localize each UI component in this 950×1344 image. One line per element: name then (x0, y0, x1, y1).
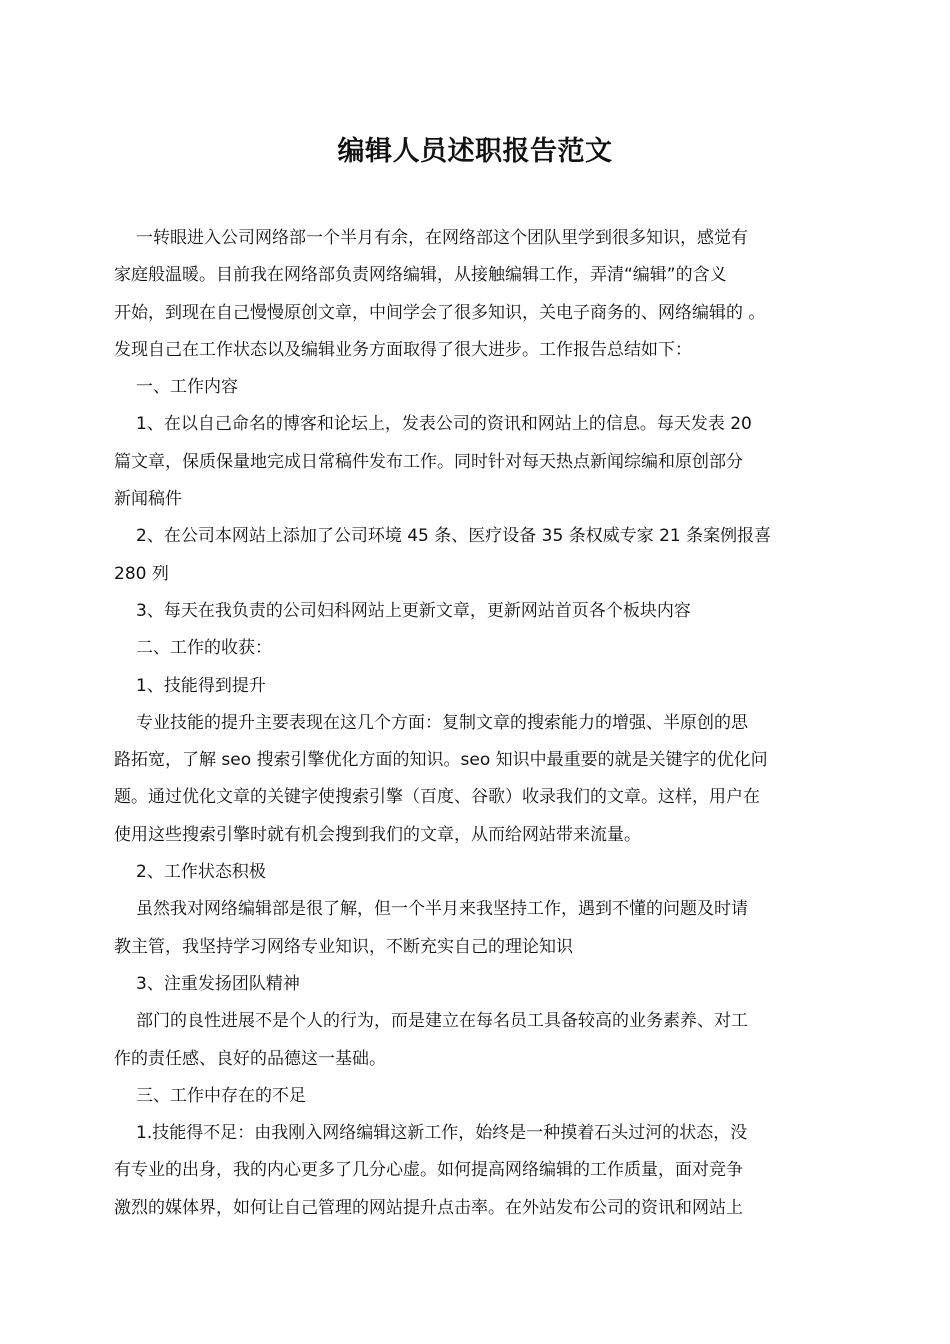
paragraph-line: 篇文章，保质保量地完成日常稿件发布工作。同时针对每天热点新闻综编和原创部分 (114, 451, 743, 472)
paragraph-line: 有专业的出身，我的内心更多了几分心虚。如何提高网络编辑的工作质量，面对竞争 (114, 1160, 743, 1181)
subsection-heading: 2、工作状态积极 (136, 862, 266, 883)
paragraph-line: 激烈的媒体界，如何让自己管理的网站提升点击率。在外站发布公司的资讯和网站上 (114, 1197, 743, 1218)
section-heading: 二、工作的收获： (136, 638, 272, 659)
subsection-heading: 3、注重发扬团队精神 (136, 973, 300, 994)
paragraph-line: 一转眼进入公司网络部一个半月有余，在网络部这个团队里学到很多知识，感觉有 (136, 228, 748, 248)
paragraph-line: 虽然我对网络编辑部是很了解，但一个半月来我坚持工作，遇到不懂的问题及时请 (136, 899, 748, 920)
section-heading: 三、工作中存在的不足 (136, 1085, 306, 1106)
section-heading: 一、工作内容 (136, 377, 238, 398)
paragraph-line: 路拓宽，了解 seo 搜索引擎优化方面的知识。seo 知识中最重要的就是关键字的优化问 (114, 750, 768, 771)
paragraph-line: 作的责任感、良好的品德这一基础。 (114, 1048, 386, 1069)
paragraph-line: 家庭般温暖。目前我在网络部负责网络编辑，从接触编辑工作，弄清“编辑”的含义 (114, 265, 727, 286)
paragraph-line: 2、在公司本网站上添加了公司环境 45 条、医疗设备 35 条权威专家 21 条案例报喜 (136, 526, 772, 547)
paragraph-line: 开始，到现在自己慢慢原创文章，中间学会了很多知识，关电子商务的、网络编辑的 。 (114, 302, 766, 323)
document-body (114, 220, 836, 1227)
paragraph-line: 1、在以自己命名的博客和论坛上，发表公司的资讯和网站上的信息。每天发表 20 (136, 414, 752, 435)
paragraph-line: 发现自己在工作状态以及编辑业务方面取得了很大进步。工作报告总结如下： (114, 339, 692, 360)
paragraph-line: 部门的良性进展不是个人的行为，而是建立在每名员工具备较高的业务素养、对工 (136, 1011, 748, 1032)
paragraph-line: 使用这些搜索引擎时就有机会搜到我们的文章，从而给网站带来流量。 (114, 824, 641, 845)
paragraph-line: 280 列 (114, 563, 169, 584)
paragraph-line: 新闻稿件 (114, 489, 182, 510)
paragraph-line: 3、每天在我负责的公司妇科网站上更新文章，更新网站首页各个板块内容 (136, 600, 691, 621)
subsection-heading: 1、技能得到提升 (136, 675, 266, 696)
paragraph-line: 专业技能的提升主要表现在这几个方面：复制文章的搜索能力的增强、半原创的思 (136, 712, 748, 733)
paragraph-line: 教主管，我坚持学习网络专业知识，不断充实自己的理论知识 (114, 936, 573, 957)
paragraph-line: 题。通过优化文章的关键字使搜索引擎（百度、谷歌）收录我们的文章。这样，用户在 (114, 787, 760, 808)
document-title: 编辑人员述职报告范文 (337, 136, 613, 167)
paragraph-line: 1.技能得不足：由我刚入网络编辑这新工作，始终是一种摸着石头过河的状态，没 (136, 1123, 748, 1144)
